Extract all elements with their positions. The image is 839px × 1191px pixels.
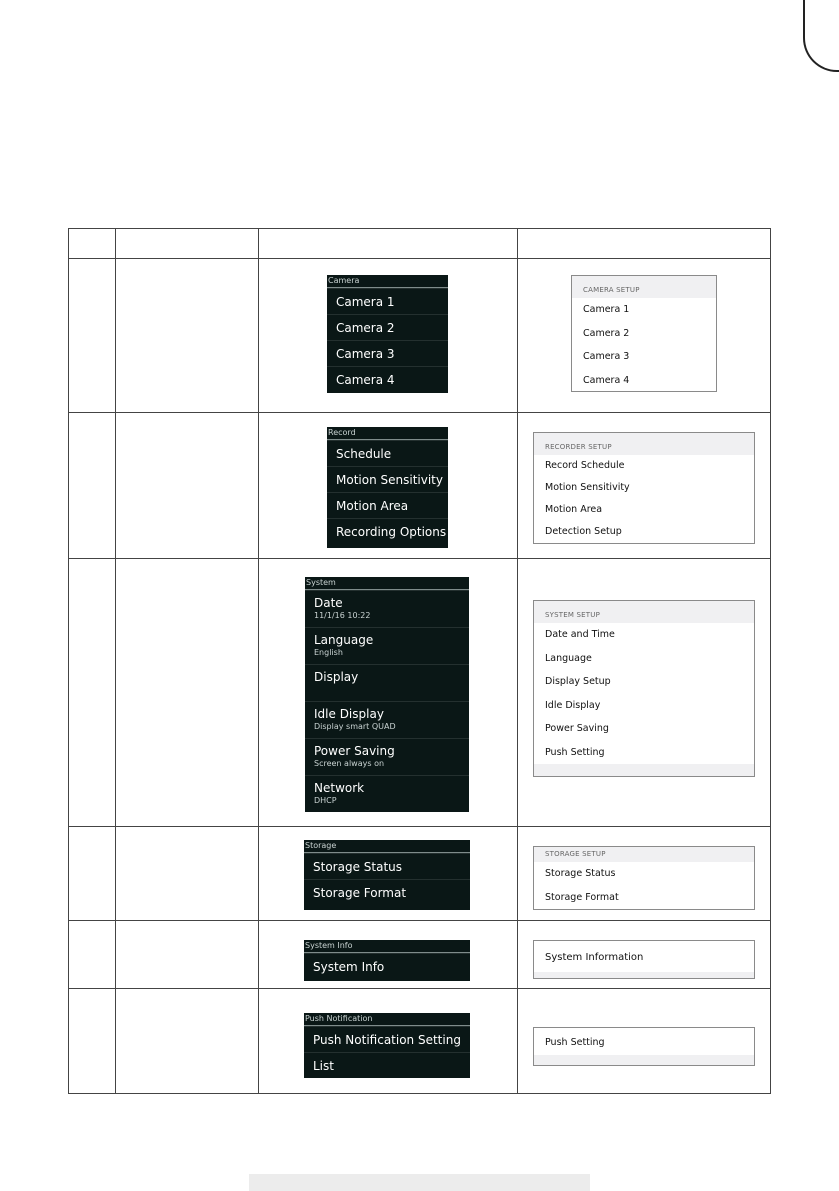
device-menu-item-value: Screen always on	[314, 759, 385, 768]
device-menu-item[interactable]: Schedule	[327, 440, 448, 466]
table-row-divider	[68, 920, 771, 921]
table-col-divider	[517, 228, 518, 1094]
device-menu-item-value: English	[314, 648, 343, 657]
device-menu-item[interactable]	[305, 701, 469, 738]
table-row-divider	[68, 826, 771, 827]
app-menu-item[interactable]: System Information	[545, 952, 644, 963]
table-header-divider	[68, 258, 771, 259]
device-menu-item-title: Date	[314, 596, 343, 610]
app-menu-item[interactable]: Push Setting	[545, 746, 605, 758]
app-menu-footer	[534, 972, 754, 979]
device-system-info-menu	[304, 940, 470, 981]
table-border-right	[770, 228, 771, 1094]
device-system-menu	[305, 577, 469, 812]
app-menu-item[interactable]: Motion Sensitivity	[545, 482, 630, 493]
table-border-bottom	[68, 1093, 771, 1094]
table-col-divider	[258, 228, 259, 1094]
page-footer-bar	[249, 1174, 590, 1191]
device-menu-item-title: Display	[314, 670, 359, 684]
device-menu-item[interactable]	[305, 590, 469, 627]
device-menu-header: System	[305, 577, 469, 590]
app-menu-item[interactable]: Display Setup	[545, 676, 611, 687]
device-menu-header: Storage	[304, 840, 470, 853]
device-menu-header: Record	[327, 427, 448, 440]
device-menu-item-title: Power Saving	[314, 744, 395, 758]
app-menu-footer	[534, 764, 754, 776]
table-col-divider	[115, 228, 116, 1094]
device-menu-item[interactable]: Storage Format	[304, 879, 470, 905]
device-menu-item[interactable]: Motion Sensitivity	[327, 466, 448, 492]
app-menu-item[interactable]: Detection Setup	[545, 526, 622, 537]
app-menu-header: SYSTEM SETUP	[534, 601, 754, 623]
device-push-notification-menu	[304, 1013, 470, 1078]
app-menu-item[interactable]: Date and Time	[545, 629, 615, 640]
app-push-setting-menu	[533, 1027, 755, 1066]
app-system-setup-menu	[533, 600, 755, 777]
device-menu-item[interactable]	[305, 738, 469, 775]
app-system-info-menu	[533, 940, 755, 979]
device-menu-item-title: Idle Display	[314, 707, 384, 721]
device-menu-header: Camera	[327, 275, 448, 288]
device-menu-item[interactable]: Push Notification Setting	[304, 1026, 470, 1052]
app-menu-header: RECORDER SETUP	[534, 433, 754, 455]
app-menu-item[interactable]: Camera 2	[583, 327, 630, 339]
device-record-menu	[327, 427, 448, 548]
device-menu-item[interactable]: Camera 4	[327, 366, 448, 392]
device-storage-menu	[304, 840, 470, 910]
app-menu-item[interactable]: Storage Format	[545, 891, 619, 903]
page-corner-mark	[803, 0, 839, 72]
device-menu-item-value: Display smart QUAD	[314, 722, 396, 731]
app-menu-item[interactable]: Record Schedule	[545, 460, 625, 471]
device-menu-item-value: DHCP	[314, 796, 337, 805]
device-menu-item[interactable]: Camera 2	[327, 314, 448, 340]
app-menu-item[interactable]: Idle Display	[545, 699, 601, 711]
device-camera-menu	[327, 275, 448, 393]
app-menu-item[interactable]: Power Saving	[545, 723, 609, 734]
device-menu-item[interactable]: Camera 3	[327, 340, 448, 366]
table-row-divider	[68, 988, 771, 989]
table-border-top	[68, 228, 771, 229]
device-menu-item[interactable]: Motion Area	[327, 492, 448, 518]
app-menu-footer	[534, 1055, 754, 1066]
app-recorder-setup-menu	[533, 432, 755, 544]
app-storage-setup-menu	[533, 846, 755, 910]
device-menu-item[interactable]: List	[304, 1052, 470, 1078]
app-menu-item[interactable]: Camera 4	[583, 374, 630, 386]
device-menu-header: System Info	[304, 940, 470, 953]
app-camera-setup-menu	[571, 275, 717, 392]
app-menu-item[interactable]: Storage Status	[545, 868, 616, 879]
device-menu-item[interactable]: Recording Options	[327, 518, 448, 544]
device-menu-item[interactable]: System Info	[304, 953, 470, 979]
app-menu-item[interactable]: Camera 1	[583, 304, 630, 315]
table-row-divider	[68, 558, 771, 559]
app-menu-header: STORAGE SETUP	[534, 847, 754, 862]
app-menu-item[interactable]: Motion Area	[545, 504, 603, 515]
table-border-left	[68, 228, 69, 1094]
device-menu-item[interactable]	[305, 627, 469, 664]
device-menu-item[interactable]: Camera 1	[327, 288, 448, 314]
device-menu-item-title: Language	[314, 633, 374, 647]
device-menu-item[interactable]	[305, 775, 469, 812]
device-menu-item[interactable]	[305, 664, 469, 701]
app-menu-item[interactable]: Camera 3	[583, 351, 630, 362]
app-menu-item[interactable]: Language	[545, 652, 592, 664]
app-menu-header: CAMERA SETUP	[572, 276, 716, 298]
app-menu-item[interactable]: Push Setting	[545, 1037, 605, 1048]
table-row-divider	[68, 412, 771, 413]
device-menu-header: Push Notification	[304, 1013, 470, 1026]
device-menu-item-title: Network	[314, 781, 365, 795]
device-menu-item[interactable]: Storage Status	[304, 853, 470, 879]
device-menu-item-value: 11/1/16 10:22	[314, 611, 371, 620]
